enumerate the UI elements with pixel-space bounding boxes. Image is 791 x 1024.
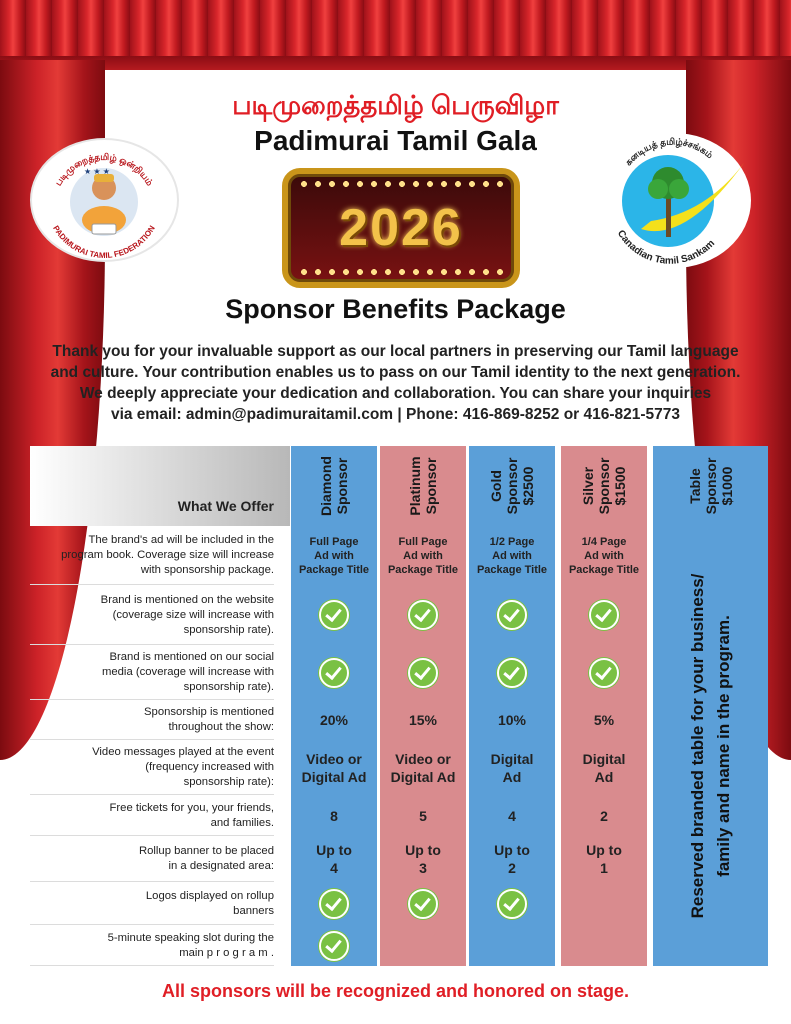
benefit-cell-line: Digital — [490, 750, 534, 767]
column-header-line: Diamond — [318, 456, 334, 516]
row-label-line: Sponsorship is mentioned — [144, 706, 274, 718]
curtain-top — [0, 0, 791, 70]
federation-emblem-icon — [32, 140, 177, 260]
marquee-lights — [298, 180, 504, 188]
benefit-cell-diamond: 8 — [330, 807, 338, 824]
benefit-cell-gold: 4 — [508, 807, 516, 824]
column-header-line: Sponsor — [334, 457, 350, 515]
benefit-cell-silver — [561, 535, 647, 577]
table-header-band — [30, 446, 290, 526]
svg-text:★ ★ ★: ★ ★ ★ — [84, 167, 110, 176]
checkmark-icon — [497, 889, 527, 919]
column-header-silver — [564, 446, 644, 526]
intro-contact-line: via email: admin@padimuraitamil.com | Phone: 416-869-8252 or 416-821-5773 — [110, 406, 681, 423]
benefit-cell-line: Package Title — [568, 563, 640, 576]
row-label-line: (frequency increased with — [145, 761, 274, 773]
table-sponsor-benefit — [653, 526, 768, 966]
column-header-line: Sponsor — [596, 457, 612, 515]
palm-tree-icon — [596, 133, 751, 268]
benefit-cell-silver: 2 — [600, 807, 608, 824]
benefit-cell-line: 1/2 Page — [489, 535, 535, 548]
row-label-line: media (coverage will increase with — [101, 666, 274, 678]
table-sponsor-benefit-line: family and name in the program. — [713, 615, 733, 877]
column-header-diamond — [294, 446, 374, 526]
column-header-line: $1500 — [612, 466, 628, 506]
benefit-cell-line: Digital Ad — [301, 768, 367, 785]
benefit-cell-line: Video or — [306, 750, 362, 767]
intro-line: Thank you for your invaluable support as our local partners in preserving our Tamil language — [52, 343, 739, 360]
row-label-line: Free tickets for you, your friends, — [109, 801, 274, 814]
row-label-line: 5-minute speaking slot during the — [107, 931, 274, 944]
row-label-line: sponsorship rate). — [183, 623, 274, 636]
benefit-cell-platinum: 5 — [419, 807, 427, 824]
benefit-cell-diamond — [291, 841, 377, 877]
row-label-line: main p r o g r a m . — [179, 946, 274, 959]
table-sponsor-benefit-line: Reserved branded table for your business/ — [687, 573, 707, 919]
row-label — [30, 650, 274, 695]
row-label-line: with sponsorship package. — [140, 564, 274, 576]
benefit-cell-diamond — [291, 750, 377, 786]
page-title: Padimurai Tamil Gala — [254, 125, 537, 156]
checkmark-icon — [319, 600, 349, 630]
benefit-cell-line: Up to — [316, 842, 352, 858]
event-year: 2026 — [339, 199, 463, 257]
benefit-cell-line: 1 — [600, 860, 608, 876]
benefit-cell-line: Digital — [582, 750, 626, 767]
column-header-line: Table — [686, 468, 703, 504]
column-header-line: Sponsor — [504, 457, 520, 515]
package-subtitle: Sponsor Benefits Package — [225, 294, 566, 324]
column-header-platinum — [383, 446, 463, 526]
column-header-line: $1000 — [718, 466, 735, 506]
row-label-line: program book. Coverage size will increase — [61, 549, 274, 561]
benefit-cell-silver — [561, 750, 647, 786]
checkmark-icon — [408, 658, 438, 688]
benefit-cell-line: Package Title — [298, 563, 370, 576]
column-header-gold — [472, 446, 552, 526]
benefit-cell-platinum — [380, 841, 466, 877]
year-marquee — [282, 168, 520, 288]
checkmark-icon — [589, 658, 619, 688]
row-label-line: (coverage size will increase with — [112, 608, 274, 621]
benefit-cell-silver: 5% — [593, 712, 615, 728]
benefit-cell-line: Ad with — [492, 549, 532, 562]
row-label — [30, 593, 274, 638]
svg-text:படிமுறைத்தமிழ் ஒன்றியம்: படிமுறைத்தமிழ் ஒன்றியம் — [52, 151, 156, 188]
benefit-cell-silver — [561, 841, 647, 877]
tamil-title: படிமுறைத்தமிழ் பெருவிழா — [232, 90, 559, 120]
column-header-line: Gold — [488, 470, 504, 502]
row-label — [30, 889, 274, 919]
benefit-cell-line: 4 — [330, 860, 338, 876]
checkmark-icon — [497, 658, 527, 688]
benefit-cell-line: Up to — [405, 842, 441, 858]
row-label-line: throughout the show: — [168, 721, 274, 733]
benefit-cell-line: Full Page — [309, 535, 359, 548]
benefit-cell-line: Up to — [494, 842, 530, 858]
column-header-line: $2500 — [520, 466, 536, 506]
row-label-line: sponsorship rate). — [183, 681, 274, 693]
row-label-line: and families. — [210, 816, 274, 829]
checkmark-icon — [408, 600, 438, 630]
checkmark-icon — [408, 889, 438, 919]
benefit-cell-gold: 10% — [497, 712, 527, 728]
intro-paragraph — [20, 341, 771, 425]
marquee-lights-bottom — [298, 268, 504, 276]
benefit-cell-line: 3 — [419, 860, 427, 876]
row-label-line: in a designated area: — [168, 860, 274, 872]
svg-text:Canadian Tamil Sankam: Canadian Tamil Sankam — [614, 228, 718, 267]
what-we-offer-heading: What We Offer — [177, 498, 274, 514]
benefit-cell-line: Full Page — [398, 535, 448, 548]
checkmark-icon — [589, 600, 619, 630]
benefit-cell-line: Video or — [395, 750, 451, 767]
row-label-line: Logos displayed on rollup — [145, 889, 274, 902]
benefit-cell-line: Package Title — [476, 563, 548, 576]
column-header-line: Sponsor — [702, 457, 719, 515]
benefit-cell-line: Ad with — [584, 549, 624, 562]
column-header-table — [671, 446, 751, 526]
row-label — [30, 745, 274, 790]
checkmark-icon — [497, 600, 527, 630]
row-label-line: Video messages played at the event — [92, 746, 274, 758]
benefit-cell-gold — [469, 841, 555, 877]
svg-text:PADIMURAI TAMIL FEDERATION: PADIMURAI TAMIL FEDERATION — [51, 223, 157, 260]
footer-note: All sponsors will be recognized and honored on stage. — [161, 981, 630, 1001]
column-header-line: Platinum — [407, 456, 423, 516]
checkmark-icon — [319, 889, 349, 919]
row-label — [30, 533, 274, 578]
benefit-cell-line: Ad — [502, 768, 522, 785]
checkmark-icon — [319, 658, 349, 688]
canadian-tamil-sankam-logo — [596, 133, 751, 268]
row-label — [30, 801, 274, 831]
benefit-cell-line: Ad with — [314, 549, 354, 562]
row-label-line: Brand is mentioned on our social — [109, 651, 274, 663]
checkmark-icon — [319, 931, 349, 961]
benefit-cell-platinum — [380, 535, 466, 577]
intro-line: and culture. Your contribution enables us to pass on our Tamil identity to the next generation. — [50, 364, 741, 381]
benefit-cell-line: Ad with — [403, 549, 443, 562]
column-header-line: Sponsor — [423, 457, 439, 515]
row-label-line: sponsorship rate): — [183, 776, 274, 788]
row-label-line: Rollup banner to be placed — [138, 845, 274, 857]
benefit-cell-gold — [469, 535, 555, 577]
benefit-cell-line: Package Title — [387, 563, 459, 576]
benefit-cell-platinum — [380, 750, 466, 786]
row-label-line: The brand's ad will be included in the — [88, 534, 274, 546]
benefit-cell-line: Ad — [594, 768, 614, 785]
row-label-line: Brand is mentioned on the website — [100, 593, 274, 606]
benefit-cell-gold — [469, 750, 555, 786]
benefit-cell-line: Up to — [586, 842, 622, 858]
benefit-cell-diamond — [291, 535, 377, 577]
column-header-line: Silver — [580, 466, 596, 506]
benefit-cell-line: Digital Ad — [390, 768, 456, 785]
row-label — [30, 844, 274, 874]
row-label — [30, 931, 274, 961]
row-divider — [30, 965, 274, 966]
svg-text:கனடியத் தமிழ்ச்சங்கம்: கனடியத் தமிழ்ச்சங்கம் — [623, 136, 715, 168]
intro-line: We deeply appreciate your dedication and collaboration. You can share your inquiries — [79, 385, 712, 402]
benefit-cell-platinum: 15% — [408, 712, 438, 728]
benefit-cell-line: 1/4 Page — [581, 535, 627, 548]
padimurai-tamil-federation-logo — [30, 138, 179, 262]
row-label-line: banners — [233, 904, 274, 917]
benefit-cell-diamond: 20% — [319, 712, 349, 728]
benefit-cell-line: 2 — [508, 860, 516, 876]
row-label — [30, 705, 274, 735]
